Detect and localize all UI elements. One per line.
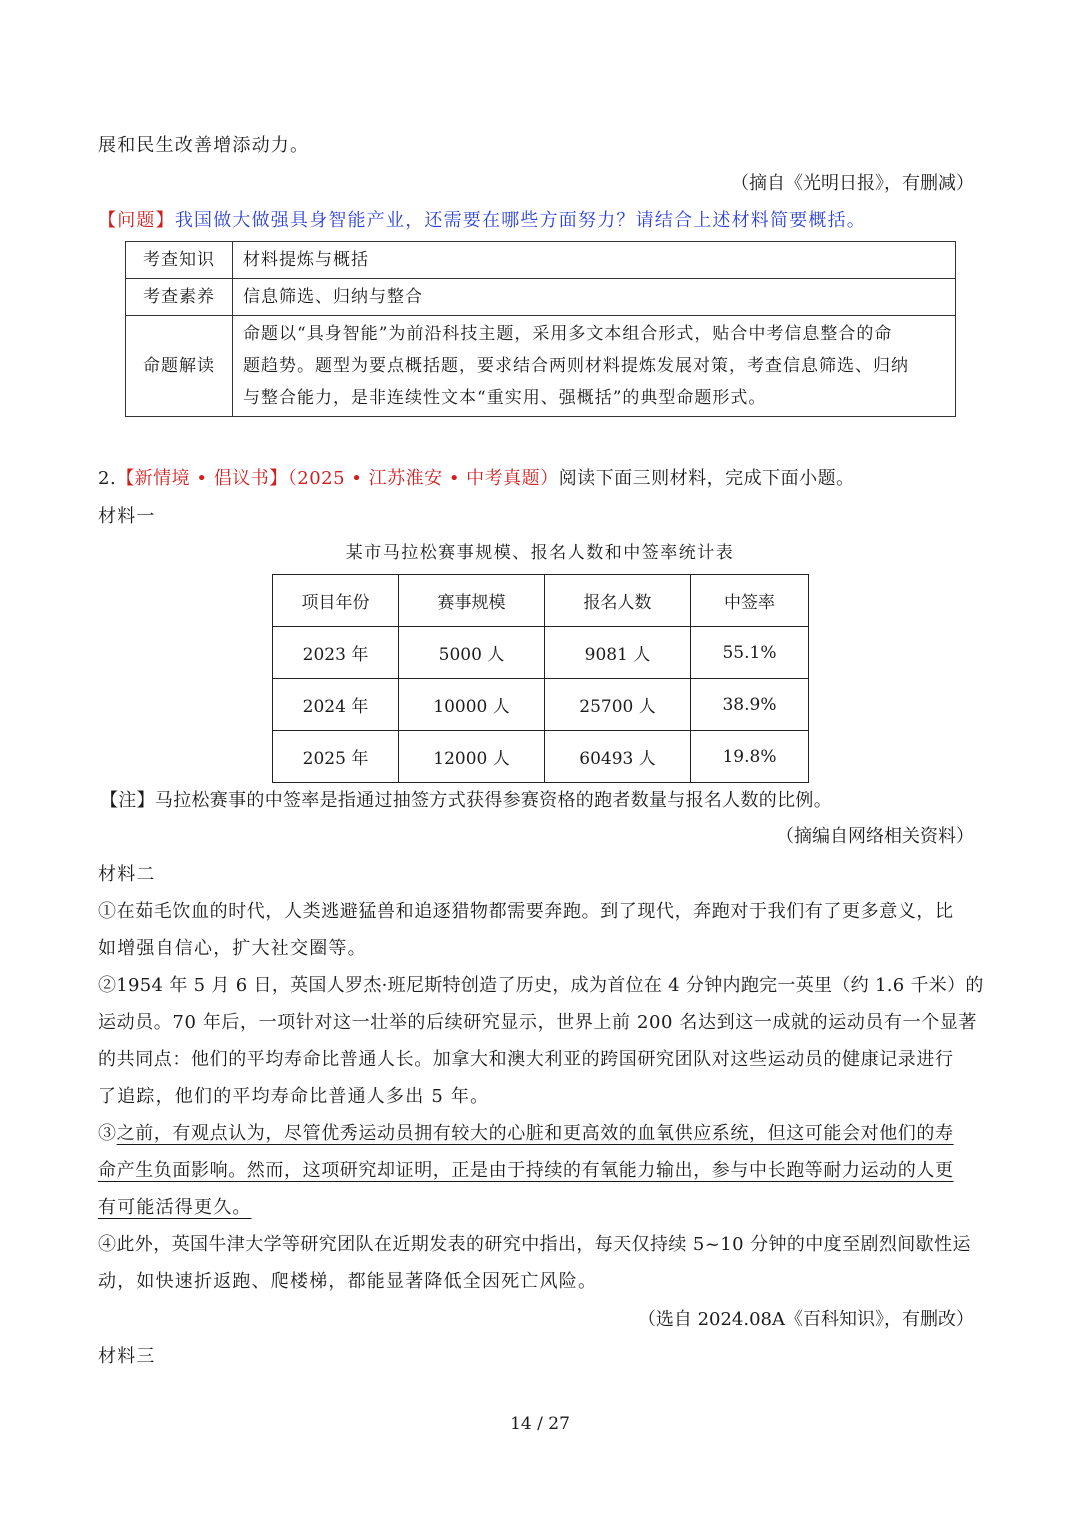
stats-table-caption: 某市马拉松赛事规模、报名人数和中签率统计表 [345, 543, 735, 563]
column-header: 赛事规模 [399, 575, 545, 627]
table-cell: 12000 人 [399, 731, 545, 783]
table-cell: 9081 人 [545, 627, 691, 679]
info-value: 信息筛选、归纳与整合 [233, 279, 956, 316]
column-header: 项目年份 [273, 575, 399, 627]
table-note: 【注】马拉松赛事的中签率是指通过抽签方式获得参赛资格的跑者数量与报名人数的比例。 [100, 790, 832, 811]
continuation-text: 展和民生改善增添动力。 [98, 135, 310, 156]
table-cell: 10000 人 [399, 679, 545, 731]
table-cell: 38.9% [691, 679, 809, 731]
table-cell: 25700 人 [545, 679, 691, 731]
paragraph-line: 运动员。70 年后，一项针对这一壮举的后续研究显示，世界上前 200 名达到这一成就的运动员有一个显著 [98, 1012, 978, 1033]
q2-tag: 【新情境 • 倡议书】 [116, 468, 288, 489]
table-cell: 55.1% [691, 627, 809, 679]
table-row [126, 279, 956, 316]
info-key: 考查素养 [126, 279, 233, 316]
underlined-text: 有可能活得更久。 [98, 1197, 252, 1218]
interpretation-line: 题趋势。题型为要点概括题，要求结合两则材料提炼发展对策，考查信息筛选、归纳 [243, 356, 909, 376]
underlined-text: 命产生负面影响。然而，这项研究却证明，正是由于持续的有氧能力输出，参与中长跑等耐力运动的人更 [98, 1160, 954, 1181]
interpretation-line: 与整合能力，是非连续性文本“重实用、强概括”的典型命题形式。 [243, 388, 767, 408]
q2-heading [98, 464, 855, 490]
info-key: 命题解读 [126, 316, 233, 417]
paragraph-line: 了追踪，他们的平均寿命比普通人多出 5 年。 [98, 1086, 490, 1107]
exam-info-table [125, 241, 956, 417]
column-header: 中签率 [691, 575, 809, 627]
paragraph-line: ④此外，英国牛津大学等研究团队在近期发表的研究中指出，每天仅持续 5~10 分钟的中度至剧烈间歇性运 [98, 1234, 971, 1255]
paragraph-line: 动，如快速折返跑、爬楼梯，都能显著降低全因死亡风险。 [98, 1271, 598, 1292]
page-number: 14 / 27 [510, 1414, 570, 1434]
underlined-text: 之前，有观点认为，尽管优秀运动员拥有较大的心脏和更高效的血氧供应系统，但这可能会对他们的寿 [116, 1123, 954, 1144]
table-row [273, 679, 809, 731]
q2-instruction: 阅读下面三则材料，完成下面小题。 [558, 468, 855, 489]
table-row [126, 316, 956, 417]
info-value: 材料提炼与概括 [233, 242, 956, 279]
interpretation-line: 命题以“具身智能”为前沿科技主题，采用多文本组合形式，贴合中考信息整合的命 [243, 324, 893, 344]
q2-number: 2. [98, 468, 117, 489]
info-value [233, 316, 956, 417]
table-cell: 60493 人 [545, 731, 691, 783]
q2-source: （2025 • 江苏淮安 • 中考真题） [287, 468, 559, 489]
paragraph-line [98, 1119, 954, 1145]
table-row [126, 242, 956, 279]
table-cell: 19.8% [691, 731, 809, 783]
source-citation: （摘编自网络相关资料） [776, 826, 974, 847]
table-row [273, 627, 809, 679]
table-cell: 5000 人 [399, 627, 545, 679]
paragraph-number: ③ [98, 1123, 117, 1144]
marathon-stats-table [272, 574, 809, 783]
info-key: 考查知识 [126, 242, 233, 279]
paragraph-line: 如增强自信心，扩大社交圈等。 [98, 938, 367, 959]
question-text: 我国做大做强具身智能产业，还需要在哪些方面努力？请结合上述材料简要概括。 [174, 210, 867, 231]
question-line [98, 206, 866, 232]
table-cell: 2025 年 [273, 731, 399, 783]
paragraph-line: ①在茹毛饮血的时代，人类逃避猛兽和追逐猎物都需要奔跑。到了现代，奔跑对于我们有了更多意义，比 [98, 901, 954, 922]
table-row [273, 731, 809, 783]
table-cell: 2023 年 [273, 627, 399, 679]
paragraph-line: ②1954 年 5 月 6 日，英国人罗杰·班尼斯特创造了历史，成为首位在 4 分钟内跑完一英里（约 1.6 千米）的 [98, 975, 984, 996]
material1-label: 材料一 [98, 506, 156, 527]
table-cell: 2024 年 [273, 679, 399, 731]
paragraph-line: 的共同点：他们的平均寿命比普通人长。加拿大和澳大利亚的跨国研究团队对这些运动员的健康记录进行 [98, 1049, 954, 1070]
material3-label: 材料三 [98, 1346, 156, 1367]
column-header: 报名人数 [545, 575, 691, 627]
material2-label: 材料二 [98, 864, 156, 885]
table-header-row [273, 575, 809, 627]
source-citation: （摘自《光明日报》，有删减） [731, 173, 974, 194]
source-citation: （选自 2024.08A《百科知识》，有删改） [637, 1309, 974, 1330]
question-tag: 【问题】 [98, 210, 175, 231]
